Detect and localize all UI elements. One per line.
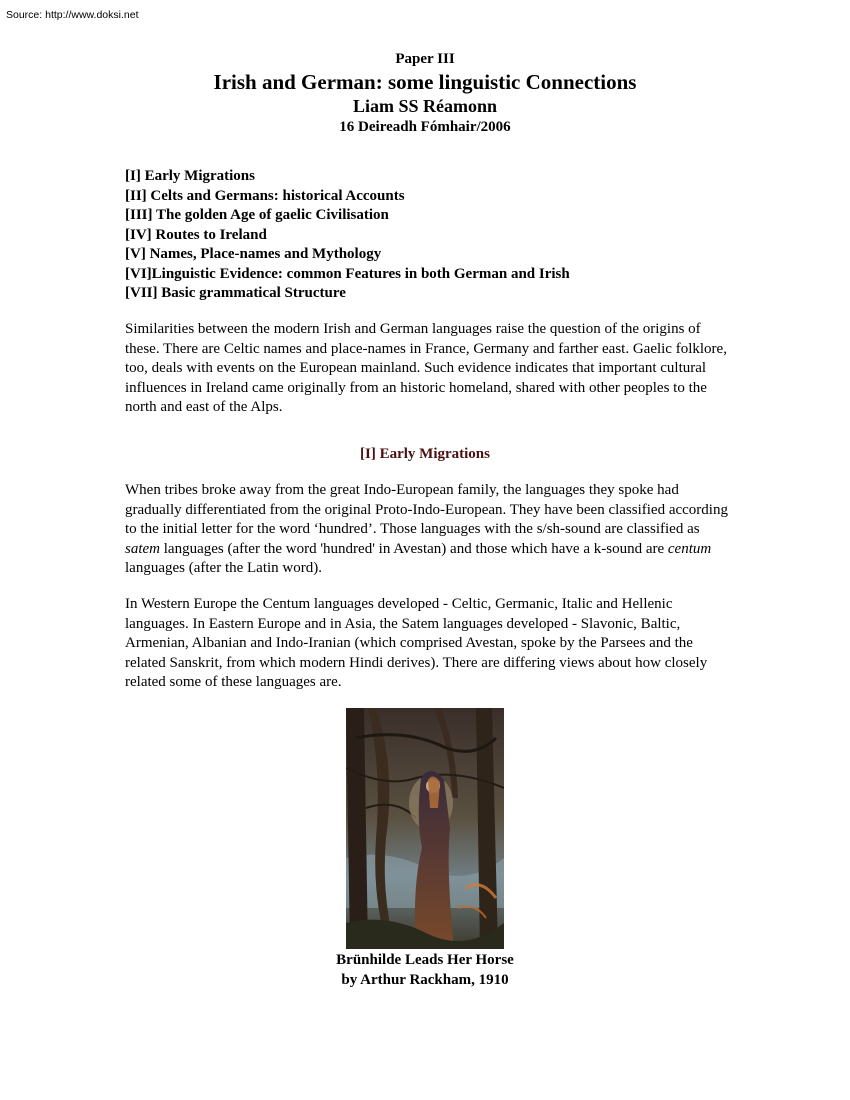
figure-caption [0, 950, 850, 990]
paragraph-text: When tribes broke away from the great Indo-European family, the languages they spoke had gradually differentiated from the original Proto-Indo-European. They have been classified according to the initial letter for the word ‘hundred’. Those languages with the s/sh-sound are classified as [125, 482, 728, 537]
source-url: Source: http://www.doksi.net [6, 9, 139, 21]
paragraph-languages: In Western Europe the Centum languages developed - Celtic, Germanic, Italic and Hellenic languages. In Eastern Europe and in Asia, the Satem languages developed - Slavonic, Baltic, Armenian, Albanian and Indo-Iranian (which comprised Avestan, spoke by the Parsees and the related Sanskrit, from which modern Hindi derives). There are differing views about how closely related some of these languages are. [125, 596, 708, 690]
section-heading: [I] Early Migrations [360, 446, 490, 462]
centum-term: centum [667, 540, 712, 557]
toc-item: [IV] Routes to Ireland [125, 226, 267, 243]
paragraph-text: languages (after the Latin word). [125, 560, 322, 576]
date: 16 Deireadh Fómhair/2006 [339, 119, 511, 135]
toc-item: [II] Celts and Germans: historical Accounts [125, 187, 405, 204]
author: Liam SS Réamonn [352, 96, 498, 116]
intro-paragraph: Similarities between the modern Irish and German languages raise the question of the origins of these. There are Celtic names and place-names in France, Germany and farther east. Gaelic folklore, too, deals with events on the European mainland. Such evidence indicates that important cultural influences in Ireland came originally from an historic homeland, shared with other peoples to the north and east of the Alps. [125, 321, 727, 415]
toc-item: [III] The golden Age of gaelic Civilisation [125, 207, 389, 223]
illustration-brunhilde [346, 708, 504, 949]
toc-item: [I] Early Migrations [125, 168, 255, 184]
paper-label: Paper III [395, 51, 455, 67]
satem-term: satem [125, 540, 160, 557]
paragraph-migrations [125, 481, 730, 579]
page-title: Irish and German: some linguistic Connections [213, 70, 637, 94]
caption-title: Brünhilde Leads Her Horse [336, 952, 514, 968]
illustration-artwork [346, 708, 504, 949]
toc-item: [VII] Basic grammatical Structure [125, 285, 346, 301]
toc-item: [VI]Linguistic Evidence: common Features in both German and Irish [125, 265, 570, 282]
toc-item: [V] Names, Place-names and Mythology [125, 246, 382, 262]
paragraph-text: languages (after the word 'hundred' in Avestan) and those which have a k-sound are [160, 540, 668, 557]
table-of-contents [125, 167, 570, 304]
caption-credit: by Arthur Rackham, 1910 [341, 972, 509, 988]
